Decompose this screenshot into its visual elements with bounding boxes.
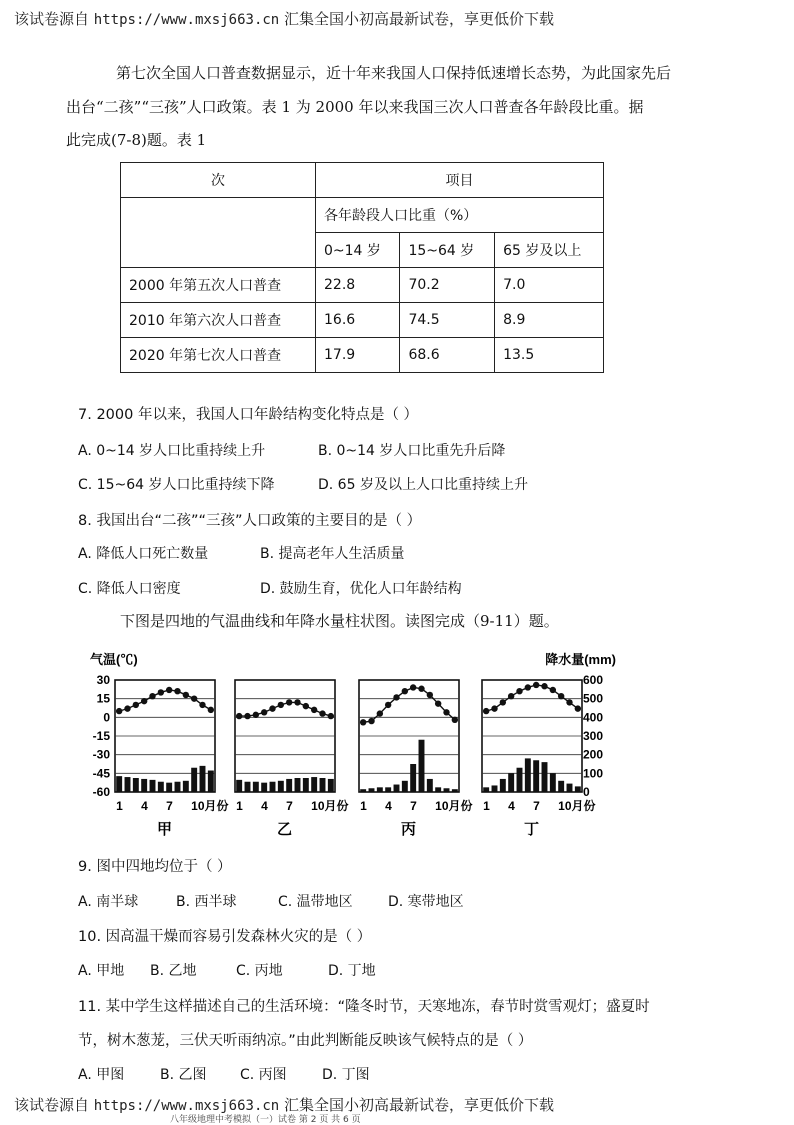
precipitation-bar — [410, 764, 416, 792]
q7-option-a[interactable]: A. 0~14 岁人口比重持续上升 — [78, 443, 266, 459]
table-header-ci: 次 — [121, 163, 316, 198]
cell-value: 8.9 — [495, 303, 604, 338]
cell-value: 17.9 — [316, 338, 400, 373]
q8-option-d[interactable]: D. 鼓励生育，优化人口年龄结构 — [260, 581, 462, 597]
temperature-tick-label: -15 — [92, 729, 110, 743]
precipitation-bar — [533, 760, 539, 792]
q9-option-a[interactable]: A. 南半球 — [78, 894, 139, 910]
cell-value: 68.6 — [400, 338, 495, 373]
temperature-point — [124, 705, 130, 711]
temperature-point — [199, 702, 205, 708]
precipitation-bar — [191, 768, 197, 792]
table-subheader: 各年龄段人口比重（%） — [316, 198, 604, 233]
footer-page-note: 八年级地理中考模拟（一）试卷 第 2 页 共 6 页 — [170, 1115, 361, 1125]
temperature-point — [328, 713, 334, 719]
precipitation-tick-label: 500 — [583, 691, 604, 706]
temperature-point — [149, 693, 155, 699]
precipitation-bar — [261, 783, 267, 792]
precipitation-bar — [542, 762, 548, 792]
month-tick-label: 1 — [360, 799, 367, 813]
precipitation-bar — [328, 779, 334, 792]
temperature-point — [483, 708, 489, 714]
precipitation-tick-label: 200 — [583, 747, 604, 762]
precipitation-bar — [394, 785, 400, 792]
temperature-point — [191, 695, 197, 701]
q11-option-a[interactable]: A. 甲图 — [78, 1067, 125, 1083]
precipitation-bar — [245, 782, 251, 792]
q9-option-b[interactable]: B. 西半球 — [176, 894, 237, 910]
q7-option-d[interactable]: D. 65 岁及以上人口比重持续上升 — [318, 477, 528, 493]
precipitation-bar — [133, 778, 139, 792]
table-age-group: 15~64 岁 — [400, 233, 495, 268]
temperature-point — [410, 684, 416, 690]
temperature-point — [166, 687, 172, 693]
cell-value: 13.5 — [495, 338, 604, 373]
month-tick-label: 10月份 — [311, 799, 349, 813]
temperature-point — [402, 688, 408, 694]
temperature-point — [516, 688, 522, 694]
source-header — [14, 8, 554, 29]
month-tick-label: 1 — [116, 799, 123, 813]
precipitation-axis-title: 降水量(mm) — [545, 652, 616, 667]
precipitation-bar — [116, 776, 122, 792]
q8-option-c[interactable]: C. 降低人口密度 — [78, 581, 181, 597]
table-age-group: 65 岁及以上 — [495, 233, 604, 268]
temperature-axis-title: 气温(℃) — [90, 652, 138, 667]
precipitation-bar — [369, 788, 375, 792]
temperature-point — [575, 705, 581, 711]
precipitation-bar — [517, 768, 523, 792]
climate-chart-svg — [80, 648, 620, 843]
precipitation-bar — [303, 778, 309, 792]
precipitation-bar — [444, 788, 450, 792]
temperature-point — [491, 705, 497, 711]
temperature-point — [261, 709, 267, 715]
temperature-point — [418, 686, 424, 692]
q10-option-b[interactable]: B. 乙地 — [150, 963, 197, 979]
precipitation-tick-label: 600 — [583, 673, 604, 687]
month-tick-label: 1 — [483, 799, 490, 813]
temperature-point — [311, 707, 317, 713]
q7-option-b[interactable]: B. 0~14 岁人口比重先升后降 — [318, 443, 506, 459]
temperature-tick-label: 30 — [96, 673, 110, 687]
temperature-tick-label: -45 — [92, 766, 110, 781]
cell-value: 22.8 — [316, 268, 400, 303]
precipitation-bar — [558, 781, 564, 792]
q8-stem: 8. 我国出台“二孩”“三孩”人口政策的主要目的是（ ） — [78, 513, 422, 529]
temperature-point — [541, 683, 547, 689]
q9-option-c[interactable]: C. 温带地区 — [278, 894, 353, 910]
temperature-point — [236, 713, 242, 719]
precipitation-bar — [377, 787, 383, 792]
temperature-point — [158, 689, 164, 695]
footer-url[interactable]: https://www.mxsj663.cn — [93, 1098, 280, 1114]
temperature-point — [116, 708, 122, 714]
precipitation-bar — [166, 783, 172, 792]
temperature-tick-label: -60 — [92, 785, 110, 799]
temperature-tick-label: 0 — [103, 710, 110, 725]
precipitation-bar — [208, 771, 214, 792]
precipitation-bar — [286, 779, 292, 792]
precipitation-bar — [125, 777, 131, 792]
precipitation-bar — [567, 784, 573, 792]
precipitation-bar — [141, 779, 147, 792]
intro-line-2: 出台“二孩”“三孩”人口政策。表 1 为 2000 年以来我国三次人口普查各年龄段比重。据 — [66, 98, 644, 116]
row-label: 2000 年第五次人口普查 — [121, 268, 316, 303]
month-tick-label: 4 — [141, 799, 148, 813]
q11-line-2: 节，树木葱茏，三伏天听雨纳凉。”由此判断能反映该气候特点的是（ ） — [78, 1033, 533, 1049]
temperature-line — [119, 690, 211, 711]
precipitation-bar — [158, 782, 164, 792]
temperature-point — [174, 688, 180, 694]
footer-prefix: 该试卷源自 — [14, 1096, 90, 1114]
month-tick-label: 7 — [410, 799, 417, 813]
temperature-point — [303, 703, 309, 709]
month-tick-label: 10月份 — [558, 799, 596, 813]
precipitation-bar — [183, 781, 189, 792]
q7-option-c[interactable]: C. 15~64 岁人口比重持续下降 — [78, 477, 275, 493]
precipitation-bar — [525, 758, 531, 792]
station-name: 丙 — [401, 821, 417, 838]
precipitation-bar — [150, 780, 156, 792]
table-row — [121, 268, 604, 303]
q8-option-a[interactable]: A. 降低人口死亡数量 — [78, 546, 209, 562]
month-tick-label: 10月份 — [191, 799, 229, 813]
precipitation-bar — [452, 789, 458, 792]
precipitation-bar — [200, 766, 206, 792]
intro-line-1: 第七次全国人口普查数据显示，近十年来我国人口保持低速增长态势，为此国家先后 — [116, 64, 672, 82]
table-row — [121, 303, 604, 338]
precipitation-bar — [427, 779, 433, 792]
q10-stem: 10. 因高温干燥而容易引发森林火灾的是（ ） — [78, 929, 372, 945]
temperature-point — [141, 698, 147, 704]
station-name: 丁 — [524, 821, 540, 838]
month-tick-label: 7 — [166, 799, 173, 813]
temperature-point — [360, 719, 366, 725]
temperature-point — [269, 705, 275, 711]
q10-option-a[interactable]: A. 甲地 — [78, 963, 125, 979]
precipitation-bar — [483, 787, 489, 792]
precipitation-bar — [435, 787, 441, 792]
temperature-point — [443, 709, 449, 715]
precipitation-bar — [270, 782, 276, 792]
temperature-point — [385, 702, 391, 708]
month-tick-label: 4 — [261, 799, 268, 813]
temperature-point — [368, 718, 374, 724]
intro-line-3: 此完成(7-8)题。表 1 — [66, 131, 207, 149]
temperature-tick-label: 15 — [96, 691, 110, 706]
precipitation-bar — [508, 773, 514, 792]
precipitation-bar — [360, 789, 366, 792]
precipitation-bar — [295, 778, 301, 792]
header-url[interactable]: https://www.mxsj663.cn — [93, 12, 280, 28]
temperature-point — [435, 700, 441, 706]
precipitation-bar — [575, 786, 581, 792]
temperature-point — [393, 694, 399, 700]
precipitation-bar — [402, 781, 408, 792]
temperature-point — [500, 699, 506, 705]
q9-stem: 9. 图中四地均位于（ ） — [78, 859, 232, 875]
temperature-point — [278, 702, 284, 708]
chart-intro: 下图是四地的气温曲线和年降水量柱状图。读图完成（9-11）题。 — [120, 612, 559, 630]
temperature-point — [244, 713, 250, 719]
temperature-point — [319, 710, 325, 716]
precipitation-tick-label: 0 — [583, 785, 590, 799]
temperature-point — [286, 699, 292, 705]
q8-option-b[interactable]: B. 提高老年人生活质量 — [260, 546, 405, 562]
temperature-point — [525, 684, 531, 690]
precipitation-bar — [550, 773, 556, 792]
table-row — [121, 338, 604, 373]
table-header-item: 项目 — [316, 163, 604, 198]
precipitation-bar — [320, 778, 326, 792]
temperature-point — [558, 693, 564, 699]
precipitation-tick-label: 400 — [583, 710, 604, 725]
precipitation-bar — [419, 740, 425, 792]
footer-suffix: 汇集全国小初高最新试卷，享更低价下载 — [284, 1096, 555, 1114]
month-tick-label: 10月份 — [435, 799, 473, 813]
precipitation-tick-label: 300 — [583, 729, 604, 743]
precipitation-bar — [500, 779, 506, 792]
precipitation-bar — [253, 782, 259, 792]
temperature-point — [253, 712, 259, 718]
table-empty-cell — [121, 198, 316, 268]
precipitation-bar — [175, 782, 181, 792]
temperature-point — [294, 699, 300, 705]
temperature-point — [427, 692, 433, 698]
temperature-point — [208, 707, 214, 713]
cell-value: 7.0 — [495, 268, 604, 303]
q11-option-c[interactable]: C. 丙图 — [240, 1067, 287, 1083]
temperature-point — [508, 693, 514, 699]
header-suffix: 汇集全国小初高最新试卷，享更低价下载 — [284, 10, 555, 28]
precipitation-bar — [385, 787, 391, 792]
month-tick-label: 4 — [385, 799, 392, 813]
cell-value: 74.5 — [400, 303, 495, 338]
precipitation-bar — [311, 777, 317, 792]
temperature-point — [566, 699, 572, 705]
station-name: 甲 — [157, 821, 173, 838]
precipitation-bar — [236, 780, 242, 792]
temperature-point — [452, 717, 458, 723]
month-tick-label: 1 — [236, 799, 243, 813]
population-table — [120, 162, 604, 373]
month-tick-label: 7 — [286, 799, 293, 813]
q7-stem: 7. 2000 年以来，我国人口年龄结构变化特点是（ ） — [78, 407, 419, 423]
q10-option-c[interactable]: C. 丙地 — [236, 963, 283, 979]
row-label: 2020 年第七次人口普查 — [121, 338, 316, 373]
station-name: 乙 — [277, 821, 293, 838]
month-tick-label: 4 — [508, 799, 515, 813]
month-tick-label: 7 — [533, 799, 540, 813]
precipitation-bar — [492, 785, 498, 792]
temperature-point — [133, 702, 139, 708]
q9-option-d[interactable]: D. 寒带地区 — [388, 894, 464, 910]
q10-option-d[interactable]: D. 丁地 — [328, 963, 376, 979]
climate-charts — [80, 648, 620, 843]
q11-option-d[interactable]: D. 丁图 — [322, 1067, 370, 1083]
cell-value: 70.2 — [400, 268, 495, 303]
temperature-line — [486, 685, 578, 711]
temperature-point — [183, 692, 189, 698]
table-age-group: 0~14 岁 — [316, 233, 400, 268]
precipitation-tick-label: 100 — [583, 766, 604, 781]
temperature-point — [550, 687, 556, 693]
q11-line-1: 11. 某中学生这样描述自己的生活环境：“隆冬时节，天寒地冻，春节时赏雪观灯；盛夏时 — [78, 999, 650, 1015]
cell-value: 16.6 — [316, 303, 400, 338]
q11-option-b[interactable]: B. 乙图 — [160, 1067, 207, 1083]
row-label: 2010 年第六次人口普查 — [121, 303, 316, 338]
temperature-point — [533, 682, 539, 688]
precipitation-bar — [278, 781, 284, 792]
header-prefix: 该试卷源自 — [14, 10, 90, 28]
temperature-tick-label: -30 — [92, 747, 110, 762]
temperature-point — [377, 710, 383, 716]
